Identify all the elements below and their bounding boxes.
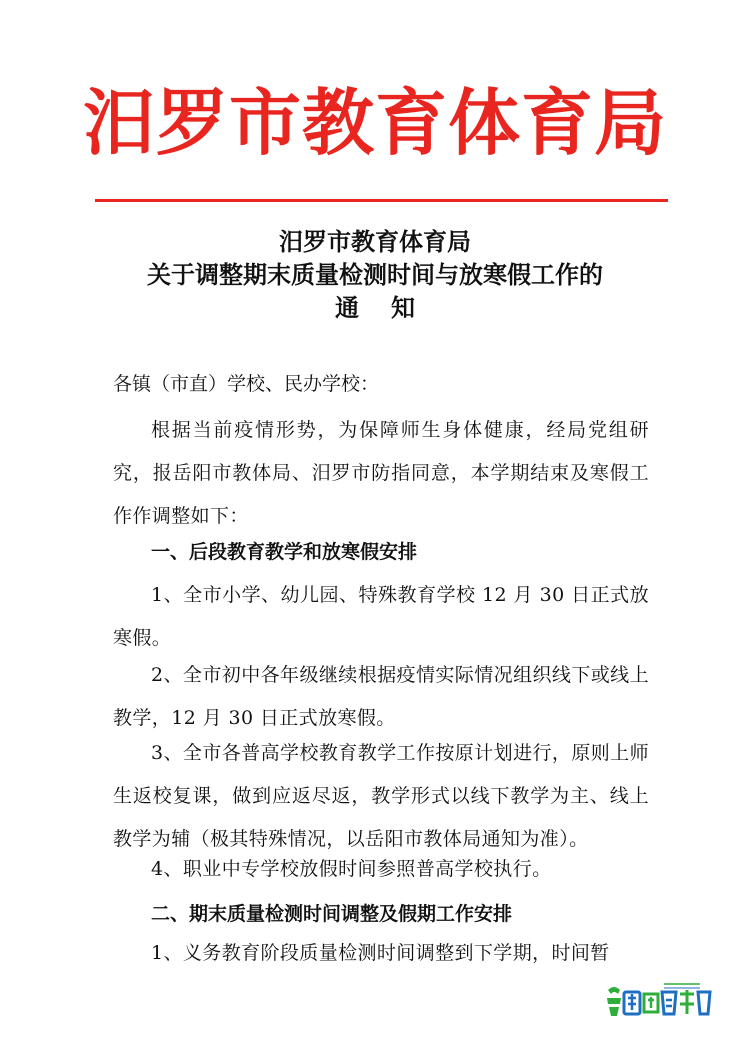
- notice-title-line2: 关于调整期末质量检测时间与放寒假工作的: [147, 261, 603, 289]
- section1-heading: 一、后段教育教学和放寒假安排: [151, 541, 418, 563]
- section2-heading: 二、期末质量检测时间调整及假期工作安排: [151, 903, 513, 925]
- item4-paragraph: 4、职业中专学校放假时间参照普高学校执行。: [151, 858, 552, 880]
- item5-paragraph: 1、义务教育阶段质量检测时间调整到下学期，时间暂: [151, 942, 610, 964]
- broadcast-logo-icon: [604, 980, 716, 1024]
- item1-paragraph: 1、全市小学、幼儿园、特殊教育学校 12 月 30 日正式放寒假。: [113, 584, 649, 649]
- masthead-divider: [95, 199, 668, 202]
- salutation: 各镇（市直）学校、民办学校：: [113, 373, 380, 395]
- item3-paragraph: 3、全市各普高学校教育教学工作按原计划进行，原则上师生返校复课，做到应返尽返，教学形式以线下教学为主、线上教学为辅（极其特殊情况，以岳阳市教体局通知为准）。: [113, 742, 649, 850]
- notice-title-line3-b: 知: [391, 294, 415, 322]
- notice-title-line3-a: 通: [335, 294, 359, 322]
- intro-paragraph: 根据当前疫情形势，为保障师生身体健康，经局党组研究，报岳阳市教体局、汨罗市防指同意，本学期结束及寒假工作作调整如下：: [113, 419, 649, 527]
- notice-title-line1: 汨罗市教育体育局: [279, 228, 471, 256]
- masthead-title: 汨罗市教育体育局: [82, 80, 667, 165]
- notice-title-line3: [0, 292, 750, 325]
- notice-title: [0, 226, 750, 325]
- item2-paragraph: 2、全市初中各年级继续根据疫情实际情况组织线下或线上教学，12 月 30 日正式放寒假。: [113, 664, 649, 729]
- logo-mark: [607, 984, 710, 1016]
